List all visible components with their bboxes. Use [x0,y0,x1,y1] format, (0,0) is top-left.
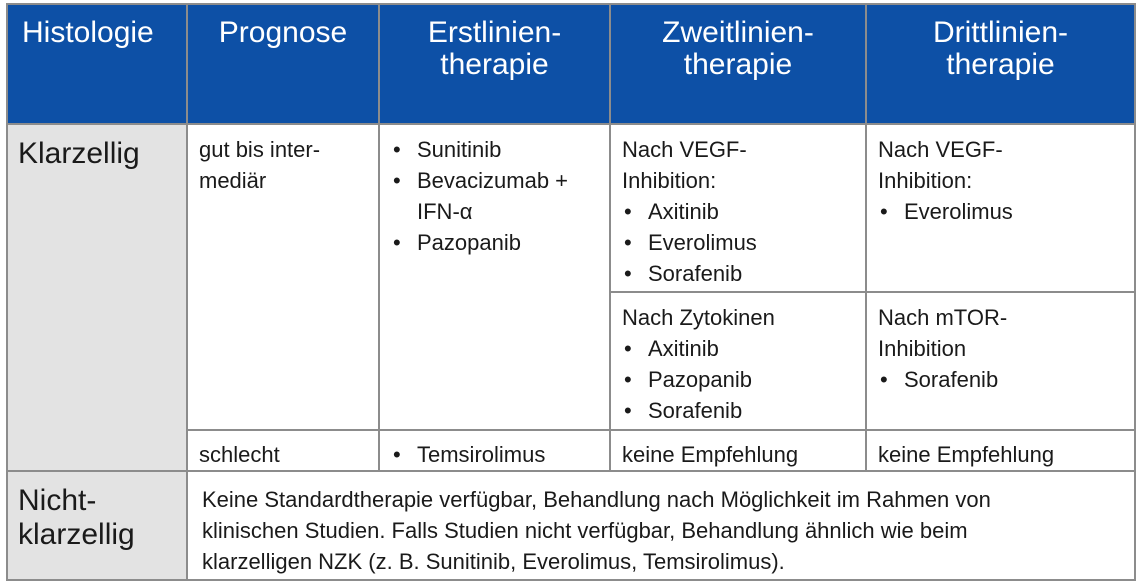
cell-prognose-gut: gut bis inter- mediär [187,124,379,430]
zweitlinie-vegf-list [622,196,857,289]
cell-zweitlinie-vegf: Nach VEGF- Inhibition: • Axitinib • Everolimus • Sorafenib [610,124,866,292]
zweitlinie-zytokine-list [622,333,857,426]
therapy-table [6,3,1136,581]
cell-erstlinie-gut [379,124,610,430]
list-item: • Everolimus [622,227,857,258]
drittlinie-mtor-list [878,364,1126,395]
row-label-nichtklarzellig: Nicht- klarzellig [7,471,187,580]
header-drittlinientherapie: Drittlinien- therapie [866,4,1135,124]
cell-nichtklarzellig-text: Keine Standardtherapie verfügbar, Behandlung nach Möglichkeit im Rahmen von klinischen Studien. Falls Studien nicht verfügbar, Behandlung ähnlich wie beim klarzelligen NZK (z. B. Sunitinib, Everolimus, Temsirolimus). [187,471,1135,580]
list-item: • Pazopanib [622,364,857,395]
list-item: • Sunitinib [391,134,601,165]
header-zweitlinientherapie: Zweitlinien- therapie [610,4,866,124]
header-histologie: Histologie [7,4,187,124]
cell-drittlinie-mtor: Nach mTOR- Inhibition • Sorafenib [866,292,1135,430]
list-item: • Everolimus [878,196,1126,227]
list-item: • Axitinib [622,333,857,364]
list-item: • Sorafenib [878,364,1126,395]
list-item: • Axitinib [622,196,857,227]
header-row [7,4,1135,124]
cell-prognose-schlecht: schlecht [187,430,379,471]
list-item: • Sorafenib [622,258,857,289]
table-row-klarzellig-gut-vegf [7,124,1135,292]
row-label-klarzellig: Klarzellig [7,124,187,471]
list-item: • Pazopanib [391,227,601,258]
cell-zweitlinie-schlecht: keine Empfehlung [610,430,866,471]
cell-erstlinie-schlecht [379,430,610,471]
erstlinie-list [391,134,601,258]
cell-drittlinie-schlecht: keine Empfehlung [866,430,1135,471]
cell-zweitlinie-zytokine: Nach Zytokinen • Axitinib • Pazopanib • Sorafenib [610,292,866,430]
therapy-table-frame [6,3,1134,581]
cell-drittlinie-vegf: Nach VEGF- Inhibition: • Everolimus [866,124,1135,292]
table-row-nichtklarzellig [7,471,1135,580]
header-prognose: Prognose [187,4,379,124]
list-item: • Temsirolimus [391,439,601,470]
list-item: • Bevacizumab + IFN-α [391,165,601,227]
drittlinie-vegf-list [878,196,1126,227]
erstlinie-schlecht-list [391,439,601,470]
list-item: • Sorafenib [622,395,857,426]
header-erstlinientherapie: Erstlinien- therapie [379,4,610,124]
